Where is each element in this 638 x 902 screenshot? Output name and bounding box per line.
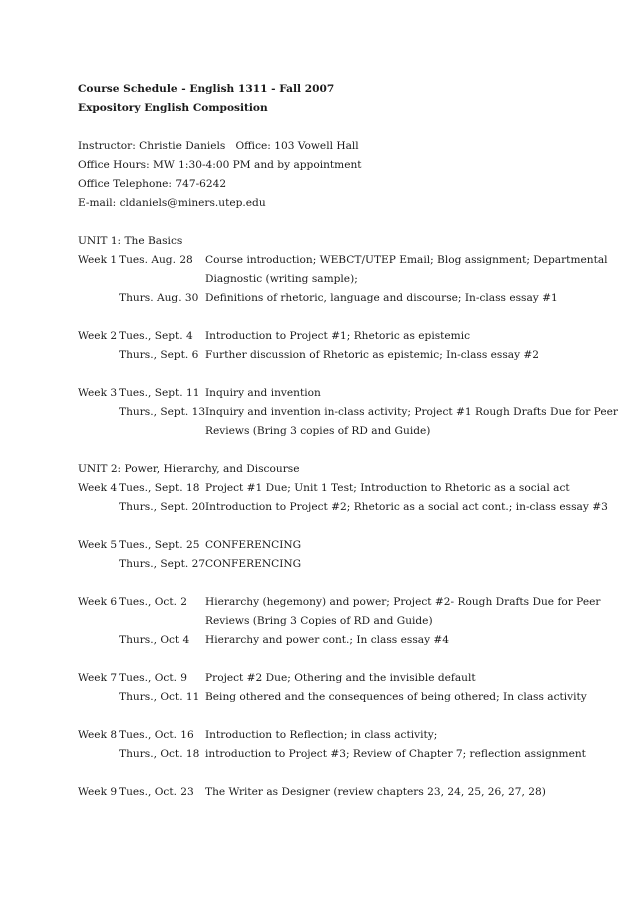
week-block	[78, 384, 618, 441]
document-subtitle: Expository English Composition	[78, 102, 268, 114]
session-topic: introduction to Project #3; Review of Chapter 7; reflection assignment	[205, 748, 586, 760]
week-block	[78, 479, 608, 517]
schedule-row	[78, 745, 598, 764]
schedule-row	[78, 688, 598, 707]
session-date: Tues., Sept. 11	[119, 387, 200, 399]
week-label: Week 8	[78, 729, 118, 741]
session-topic: Further discussion of Rhetoric as epistemic; In-class essay #2	[205, 349, 540, 361]
schedule-row	[78, 270, 598, 289]
schedule-row	[78, 555, 598, 574]
schedule-row	[78, 422, 598, 441]
session-topic: Introduction to Project #2; Rhetoric as a social act cont.; in-class essay #3	[205, 501, 608, 513]
schedule-row	[78, 289, 598, 308]
session-date: Tues., Oct. 9	[119, 672, 188, 684]
session-date: Tues., Sept. 25	[119, 539, 200, 551]
email-line: E-mail: cldaniels@miners.utep.edu	[78, 197, 266, 209]
office-telephone-line: Office Telephone: 747-6242	[78, 178, 227, 190]
session-topic: CONFERENCING	[205, 558, 302, 570]
document-title: Course Schedule - English 1311 - Fall 2007	[78, 83, 335, 95]
session-date: Tues., Sept. 18	[119, 482, 200, 494]
session-topic: Inquiry and invention	[205, 387, 321, 399]
session-date: Tues., Oct. 16	[119, 729, 194, 741]
session-topic: Project #2 Due; Othering and the invisible default	[205, 672, 476, 684]
schedule-row	[78, 251, 608, 270]
session-topic: Being othered and the consequences of being othered; In class activity	[205, 691, 587, 703]
week-block	[78, 669, 598, 707]
session-topic: Introduction to Project #1; Rhetoric as epistemic	[205, 330, 471, 342]
schedule-row	[78, 498, 608, 517]
session-date: Tues., Oct. 2	[119, 596, 188, 608]
session-date: Thurs., Sept. 20	[119, 501, 206, 513]
schedule-row	[78, 346, 598, 365]
schedule-row	[78, 783, 598, 802]
session-date: Thurs., Sept. 13	[119, 406, 206, 418]
session-date: Tues. Aug. 28	[119, 254, 193, 266]
session-topic: Inquiry and invention in-class activity; Project #1 Rough Drafts Due for Peer	[205, 406, 618, 418]
week-label: Week 4	[78, 482, 118, 494]
course-schedule-document	[78, 80, 618, 802]
session-date: Tues., Oct. 23	[119, 786, 194, 798]
week-label: Week 7	[78, 672, 118, 684]
session-date: Thurs., Oct 4	[119, 634, 190, 646]
unit-heading: UNIT 2: Power, Hierarchy, and Discourse	[78, 463, 300, 475]
session-topic: Course introduction; WEBCT/UTEP Email; Blog assignment; Departmental	[205, 254, 608, 266]
week-block	[78, 251, 608, 308]
week-label: Week 5	[78, 539, 118, 551]
week-label: Week 2	[78, 330, 118, 342]
schedule-row	[78, 612, 598, 631]
session-topic: Hierarchy and power cont.; In class essay #4	[205, 634, 450, 646]
session-topic: Definitions of rhetoric, language and discourse; In-class essay #1	[205, 292, 558, 304]
session-date: Thurs., Oct. 11	[119, 691, 200, 703]
schedule-row	[78, 593, 601, 612]
week-label: Week 1	[78, 254, 118, 266]
schedule-row	[78, 384, 598, 403]
week-label: Week 9	[78, 786, 118, 798]
session-topic: The Writer as Designer (review chapters 23, 24, 25, 26, 27, 28)	[205, 786, 546, 798]
session-topic: Reviews (Bring 3 copies of RD and Guide)	[205, 425, 431, 437]
week-block	[78, 783, 598, 802]
schedule-row	[78, 403, 618, 422]
week-block	[78, 327, 598, 365]
schedule-row	[78, 669, 598, 688]
session-date: Thurs. Aug. 30	[119, 292, 199, 304]
session-topic: Reviews (Bring 3 Copies of RD and Guide)	[205, 615, 433, 627]
week-block	[78, 536, 598, 574]
session-topic: CONFERENCING	[205, 539, 302, 551]
unit-heading: UNIT 1: The Basics	[78, 235, 183, 247]
schedule-row	[78, 327, 598, 346]
week-label: Week 3	[78, 387, 118, 399]
week-block	[78, 726, 598, 764]
session-date: Tues., Sept. 4	[119, 330, 193, 342]
instructor-office-line: Instructor: Christie Daniels Office: 103 Vowell Hall	[78, 140, 359, 152]
session-topic: Diagnostic (writing sample);	[205, 273, 358, 285]
session-topic: Introduction to Reflection; in class activity;	[205, 729, 438, 741]
schedule-row	[78, 726, 598, 745]
schedule-row	[78, 536, 598, 555]
session-date: Thurs., Sept. 6	[119, 349, 199, 361]
week-label: Week 6	[78, 596, 118, 608]
session-topic: Hierarchy (hegemony) and power; Project #2- Rough Drafts Due for Peer	[205, 596, 601, 608]
schedule-row	[78, 479, 598, 498]
office-hours-line: Office Hours: MW 1:30-4:00 PM and by appointment	[78, 159, 362, 171]
schedule-row	[78, 631, 598, 650]
session-date: Thurs., Oct. 18	[119, 748, 200, 760]
week-block	[78, 593, 601, 650]
session-topic: Project #1 Due; Unit 1 Test; Introduction to Rhetoric as a social act	[205, 482, 570, 494]
session-date: Thurs., Sept. 27	[119, 558, 206, 570]
